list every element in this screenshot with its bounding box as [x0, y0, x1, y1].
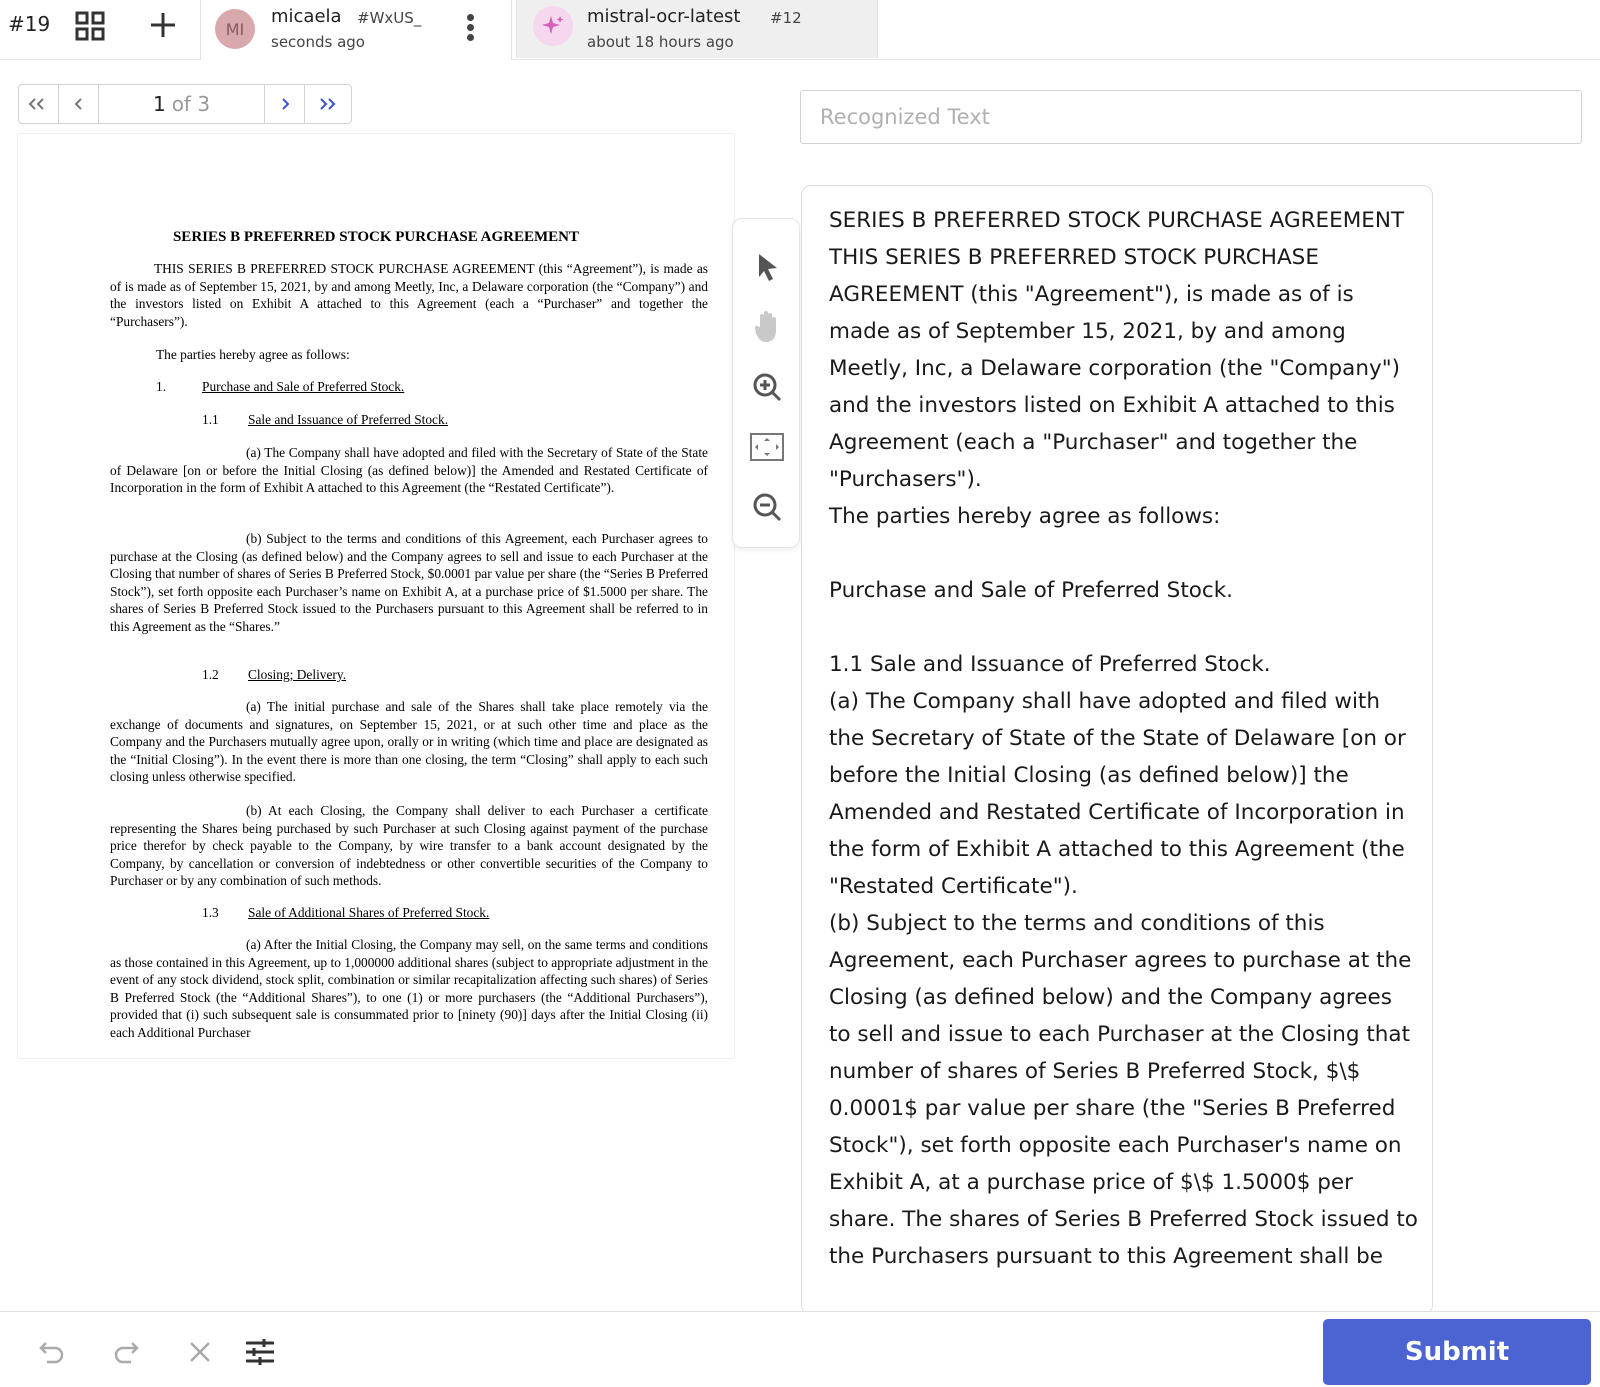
viewer-toolbar	[732, 218, 800, 548]
chevron-right-icon[interactable]	[265, 85, 305, 123]
document-paragraph: (a) The Company shall have adopted and filed with the Secretary of State of the State of Delaware [on or before the Initial Closing (as defined below)] the Amended and Restated Certificate of Incorporation in the form of Exhibit A attached to this Agreement (the “Restated Certificate”).	[110, 445, 708, 496]
plus-icon[interactable]	[146, 8, 180, 42]
fit-screen-icon[interactable]	[747, 427, 787, 467]
document-paragraph: The parties hereby agree as follows:	[156, 347, 350, 362]
undo-icon[interactable]	[32, 1332, 72, 1372]
cursor-icon[interactable]	[747, 247, 787, 287]
section-heading: Closing; Delivery.	[248, 667, 347, 682]
recognized-text-content[interactable]: SERIES B PREFERRED STOCK PURCHASE AGREEMENT THIS SERIES B PREFERRED STOCK PURCHASE AGREEMENT (this "Agreement"), is made as of is made as of September 15, 2021, by and among Meetly, Inc, a Delaware corporation (the "Company") and the investors listed on Exhibit A attached to this Agreement (each a "Purchaser" and together the "Purchasers"). The parties hereby agree as follows: Purchase and Sale of Preferred Stock. 1.1 Sale and Issuance of Preferred Stock. (a) The Company shall have adopted and filed with the Secretary of State of the State of Delaware [on or before the Initial Closing (as defined below)] the Amended and Restated Certificate of Incorporation in the form of Exhibit A attached to this Agreement (the "Restated Certificate"). (b) Subject to the terms and conditions of this Agreement, each Purchaser agrees to purchase at the Closing (as defined below) and the Company agrees to sell and issue to each Purchaser at the Closing that number of shares of Series B Preferred Stock, $\$ 0.0001$ par value per share (the "Series B Preferred Stock"), set forth opposite each Purchaser's name on Exhibit A, at a purchase price of $\$ 1.5000$ per share. The shares of Series B Preferred Stock issued to the Purchasers pursuant to this Agreement shall be	[829, 208, 1418, 1269]
page-navigator	[18, 84, 352, 124]
section-heading: Sale of Additional Shares of Preferred Stock.	[248, 905, 490, 920]
document-paragraph: (a) After the Initial Closing, the Company may sell, on the same terms and conditions as those contained in this Agreement, up to 1,000000 additional shares (subject to appropriate adjustment in the event of any stock dividend, stock split, combination or similar recapitalization affecting such shares) of Series B Preferred Stock (the “Additional Shares”), to one (1) or more purchasers (the “Additional Purchasers”), provided that (i) such subsequent sale is consummated prior to [ninety (90)] days after the Initial Closing (ii) each Additional Purchaser	[110, 937, 708, 1040]
bottom-bar	[0, 1311, 1600, 1387]
document-paragraph: (b) At each Closing, the Company shall deliver to each Purchaser a certificate representing the Shares being purchased by such Purchaser at such Closing against payment of the purchase price therefor by check payable to the Company, by wire transfer to a bank account designated by the Company, by cancellation or conversion of indebtedness or other convertible securities of the Company to Purchaser or by any combination of such methods.	[110, 803, 708, 889]
document-page[interactable]	[18, 134, 734, 1058]
section-heading: Purchase and Sale of Preferred Stock.	[202, 379, 405, 394]
section-number: 1.3	[202, 905, 219, 920]
tab-time: seconds ago	[271, 33, 365, 51]
section-number: 1.1	[202, 412, 219, 427]
tab-model-name: mistral-ocr-latest	[587, 6, 741, 27]
task-id: #19	[8, 12, 51, 36]
submit-button[interactable]: Submit	[1323, 1319, 1591, 1385]
zoom-in-icon[interactable]	[747, 367, 787, 407]
tab-prediction-mistral[interactable]	[516, 0, 878, 58]
current-page: 1	[152, 92, 166, 116]
chevron-left-icon[interactable]	[59, 85, 99, 123]
document-title: SERIES B PREFERRED STOCK PURCHASE AGREEMENT	[172, 229, 580, 245]
section-number: 1.2	[202, 667, 219, 682]
page-total: of 3	[171, 92, 211, 116]
hand-icon[interactable]	[747, 307, 787, 347]
tab-user-name: micaela	[271, 6, 342, 27]
avatar: MI	[215, 9, 255, 49]
sliders-icon[interactable]	[240, 1332, 280, 1372]
tab-hash: #WxUS_	[357, 9, 422, 27]
grid-icon[interactable]	[74, 10, 106, 42]
redo-icon[interactable]	[106, 1332, 146, 1372]
document-paragraph: (b) Subject to the terms and conditions of this Agreement, each Purchaser agrees to purchase at the Closing (as defined below) and the Company agrees to sell and issue to each Purchaser at the Closing that number of shares of Series B Preferred Stock, $0.0001 par value per share (the “Series B Preferred Stock”), set forth opposite each Purchaser’s name on Exhibit A, at a purchase price of $1.5000 per share. The shares of Series B Preferred Stock issued to the Purchasers pursuant to this Agreement shall be referred to in this Agreement as the “Shares.”	[110, 531, 708, 634]
page-number-input[interactable]	[99, 85, 265, 123]
recognized-text-input[interactable]: Recognized Text	[800, 90, 1582, 144]
section-heading: Sale and Issuance of Preferred Stock.	[248, 412, 449, 427]
sparkle-icon	[533, 6, 573, 46]
document-paragraph: (a) The initial purchase and sale of the Shares shall take place remotely via the exchange of documents and signatures, on September 15, 2021, or at such other time and place as the Company and the Purchasers mutually agree upon, orally or in writing (which time and place are designated as the “Initial Closing”). In the event there is more than one closing, the term “Closing” shall apply to each such closing unless otherwise specified.	[110, 699, 708, 785]
top-bar	[0, 0, 1600, 60]
kebab-icon[interactable]	[463, 12, 477, 46]
section-number: 1.	[156, 379, 167, 394]
tab-annotation-micaela[interactable]	[200, 0, 512, 60]
zoom-out-icon[interactable]	[747, 487, 787, 527]
tab-hash: #12	[770, 9, 802, 27]
document-paragraph: THIS SERIES B PREFERRED STOCK PURCHASE AGREEMENT (this “Agreement”), is made as of is made as of September 15, 2021, by and among Meetly, Inc, a Delaware corporation (the “Company”) and the investors listed on Exhibit A attached to this Agreement (each a “Purchaser” and together the “Purchasers”).	[110, 261, 708, 329]
recognized-text-panel[interactable]	[801, 185, 1433, 1315]
double-chevron-left-icon[interactable]	[19, 85, 59, 123]
double-chevron-right-icon[interactable]	[305, 85, 345, 123]
close-icon[interactable]	[180, 1332, 220, 1372]
tab-time: about 18 hours ago	[587, 33, 734, 51]
